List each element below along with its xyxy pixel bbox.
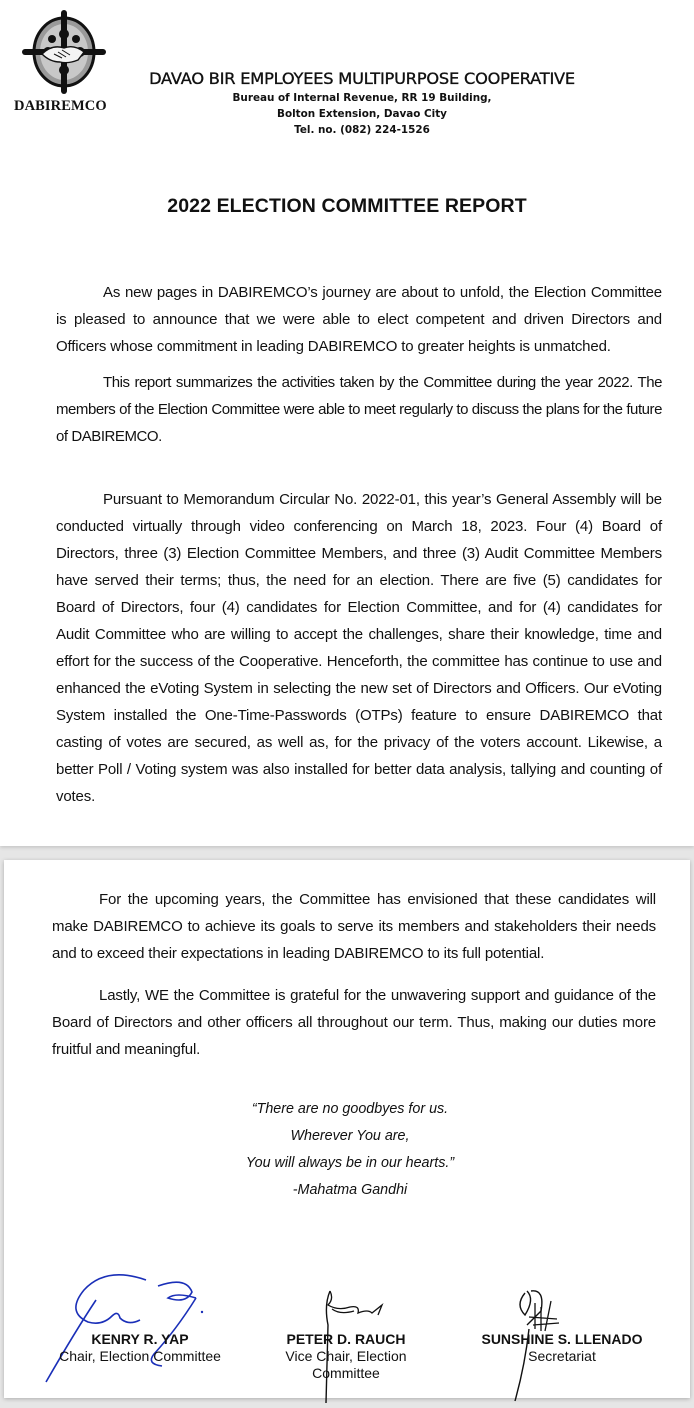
paragraph-upcoming-years	[52, 886, 656, 967]
signatory-chair	[40, 1331, 240, 1365]
handshake-emblem-icon	[18, 8, 106, 96]
paragraph-text: Lastly, WE the Committee is grateful for the unwavering support and guidance of the Board of Directors and other officers all throughout our term. Thus, making our duties more fruitful and meaningful.	[52, 987, 656, 1058]
signatory-role: Secretariat	[528, 1348, 596, 1364]
paragraph-text: This report summarizes the activities taken by the Committee during the year 2022. The members of the Election Committee were able to meet regularly to discuss the plans for the future of DABIREMCO.	[56, 374, 662, 445]
paragraph-text: For the upcoming years, the Committee has envisioned that these candidates will make DABIREMCO to achieve its goals to serve its members and stakeholders their needs and to exceed their expectations in leading DABIREMCO to its full potential.	[52, 891, 656, 962]
paragraph-gratitude	[52, 982, 656, 1063]
letterhead	[120, 68, 604, 138]
logo-text: DABIREMCO	[14, 98, 107, 114]
paragraph-intro	[56, 279, 662, 360]
signatory-name: KENRY R. YAP	[91, 1331, 189, 1347]
signatory-name: SUNSHINE S. LLENADO	[481, 1331, 643, 1347]
report-title: 2022 ELECTION COMMITTEE REPORT	[167, 195, 527, 217]
quote-attribution: -Mahatma Gandhi	[292, 1182, 408, 1198]
signatory-role: Vice Chair, Election Committee	[285, 1348, 407, 1381]
signatory-name: PETER D. RAUCH	[286, 1331, 406, 1347]
paragraph-summary	[56, 369, 662, 450]
phone-number: Tel. no. (082) 224-1526	[294, 124, 430, 136]
quote-line: Wherever You are,	[290, 1128, 410, 1144]
address-line-2: Bolton Extension, Davao City	[277, 108, 447, 120]
paragraph-text: As new pages in DABIREMCO’s journey are about to unfold, the Election Committee is pleased to announce that we were able to elect competent and driven Directors and Officers whose commitment in leading DABIREMCO to greater heights is unmatched.	[56, 284, 662, 355]
organization-name: DAVAO BIR EMPLOYEES MULTIPURPOSE COOPERATIVE	[149, 69, 575, 88]
closing-quote	[150, 1096, 550, 1204]
paragraph-text: Pursuant to Memorandum Circular No. 2022-01, this year’s General Assembly will be conducted virtually through video conferencing on March 18, 2023. Four (4) Board of Directors, three (3) Election Committee Members, and three (3) Audit Committee Members have served their terms; thus, the need for an election. There are five (5) candidates for Board of Directors, four (4) candidates for Election Committee, and for (4) candidates for Audit Committee who are willing to accept the challenges, share their knowledge, time and effort for the success of the Cooperative. Henceforth, the committee has continue to use and enhanced the eVoting System in selecting the new set of Directors and Officers. Our eVoting System installed the One-Time-Passwords (OTPs) feature to ensure DABIREMCO that casting of votes are secured, as well as, for the privacy of the voters account. Likewise, a better Poll / Voting system was also installed for better data analysis, tallying and counting of votes.	[56, 491, 662, 805]
signatory-secretariat	[466, 1331, 658, 1365]
quote-line: You will always be in our hearts.”	[245, 1155, 455, 1171]
address-line-1: Bureau of Internal Revenue, RR 19 Building,	[232, 92, 492, 104]
quote-line: “There are no goodbyes for us.	[251, 1101, 449, 1117]
paragraph-election-details	[56, 486, 662, 810]
signatory-role: Chair, Election Committee	[59, 1348, 221, 1364]
signatory-vice-chair	[272, 1331, 420, 1382]
